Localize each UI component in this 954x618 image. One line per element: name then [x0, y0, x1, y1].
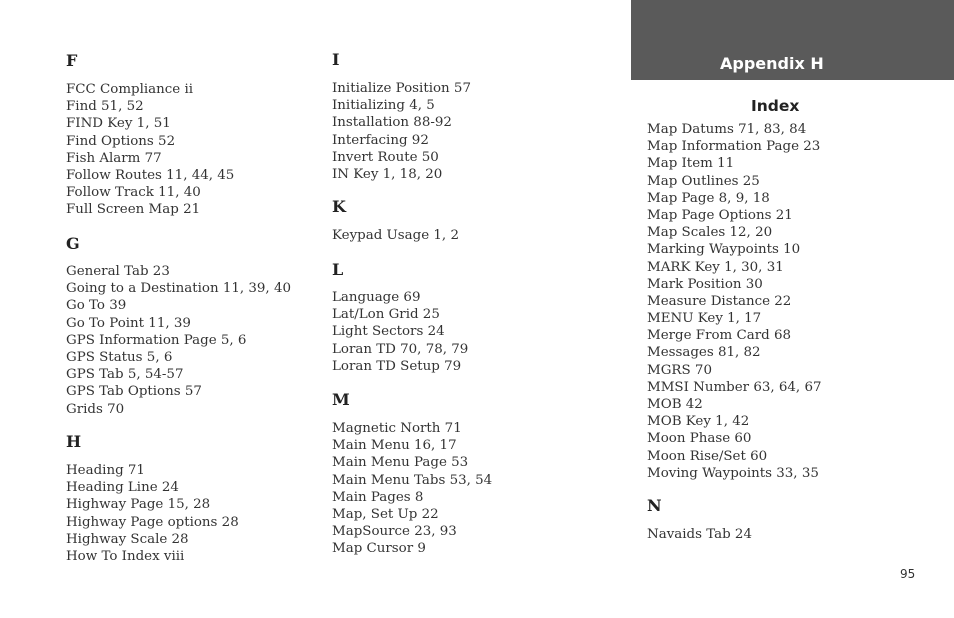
- index-entry: Keypad Usage 1, 2: [332, 228, 459, 243]
- index-entry: Invert Route 50: [332, 149, 439, 165]
- index-entry: MARK Key 1, 30, 31: [647, 259, 784, 275]
- letter-heading-h: H: [66, 432, 82, 451]
- index-entry: Map Datums 71, 83, 84: [647, 122, 807, 137]
- index-entry: MENU Key 1, 17: [647, 311, 762, 327]
- index-entry: Loran TD Setup 79: [332, 358, 462, 374]
- index-entry: MapSource 23, 93: [332, 524, 457, 540]
- index-entry: Find 51, 52: [66, 99, 144, 115]
- entry-list-m: [332, 420, 492, 558]
- index-entry: Full Screen Map 21: [66, 202, 201, 218]
- index-entry: Mark Position 30: [647, 276, 763, 292]
- index-entry: Map Scales 12, 20: [647, 225, 773, 241]
- index-entry: Map Item 11: [647, 156, 735, 172]
- index-entry: Installation 88-92: [332, 115, 452, 131]
- index-entry: Map Cursor 9: [332, 541, 426, 557]
- index-title: Index: [751, 97, 800, 115]
- index-entry: MOB 42: [647, 397, 703, 412]
- entry-list-l: [332, 289, 468, 375]
- index-entry: GPS Information Page 5, 6: [66, 332, 247, 348]
- index-entry: Going to a Destination 11, 39, 40: [66, 281, 291, 297]
- index-entry: General Tab 23: [66, 264, 170, 279]
- index-entry: How To Index viii: [66, 548, 185, 564]
- index-entry: MMSI Number 63, 64, 67: [647, 379, 822, 395]
- index-entry: Map Outlines 25: [647, 173, 760, 189]
- letter-heading-g: G: [66, 234, 80, 253]
- index-entry: Lat/Lon Grid 25: [332, 307, 440, 323]
- index-entry: Measure Distance 22: [647, 293, 792, 309]
- index-entry: MGRS 70: [647, 362, 712, 378]
- index-entry: Highway Page options 28: [66, 514, 239, 530]
- entry-list-f: [66, 81, 234, 219]
- index-entry: Light Sectors 24: [332, 324, 445, 340]
- letter-heading-n: N: [647, 496, 662, 515]
- entry-list-n: [647, 526, 752, 543]
- index-entry: GPS Tab Options 57: [66, 384, 202, 400]
- index-entry: Main Pages 8: [332, 489, 424, 505]
- index-entry: Go To Point 11, 39: [66, 315, 191, 331]
- letter-heading-f: F: [66, 51, 78, 70]
- letter-heading-l: L: [332, 260, 344, 279]
- entry-list-i: [332, 80, 471, 183]
- index-entry: Magnetic North 71: [332, 421, 462, 436]
- index-entry: Moon Rise/Set 60: [647, 448, 768, 464]
- index-entry: Marking Waypoints 10: [647, 242, 801, 258]
- index-entry: Initialize Position 57: [332, 81, 471, 96]
- entry-list-m-continued: [647, 121, 821, 482]
- index-entry: Navaids Tab 24: [647, 527, 752, 542]
- index-entry: Map Page Options 21: [647, 207, 793, 223]
- index-entry: Heading Line 24: [66, 480, 179, 496]
- index-entry: FCC Compliance ii: [66, 82, 194, 97]
- index-entry: Language 69: [332, 290, 421, 305]
- index-entry: Follow Routes 11, 44, 45: [66, 167, 235, 183]
- index-entry: Moon Phase 60: [647, 431, 752, 447]
- index-entry: Map, Set Up 22: [332, 506, 439, 522]
- letter-heading-m: M: [332, 390, 350, 409]
- index-entry: Main Menu Page 53: [332, 455, 469, 471]
- index-entry: Grids 70: [66, 401, 125, 417]
- letter-heading-i: I: [332, 50, 340, 69]
- index-entry: Initializing 4, 5: [332, 98, 435, 114]
- index-entry: Merge From Card 68: [647, 328, 791, 344]
- index-entry: Map Page 8, 9, 18: [647, 190, 770, 206]
- page-number: 95: [900, 567, 916, 581]
- index-entry: Highway Page 15, 28: [66, 497, 211, 513]
- index-entry: Highway Scale 28: [66, 531, 189, 547]
- index-entry: Main Menu Tabs 53, 54: [332, 472, 493, 488]
- index-entry: Interfacing 92: [332, 132, 429, 148]
- index-entry: Go To 39: [66, 298, 127, 314]
- appendix-title: Appendix H: [720, 54, 824, 73]
- index-entry: GPS Status 5, 6: [66, 349, 173, 365]
- index-entry: Map Information Page 23: [647, 139, 821, 155]
- index-entry: Fish Alarm 77: [66, 150, 162, 166]
- entry-list-k: [332, 227, 459, 244]
- index-entry: Heading 71: [66, 463, 145, 478]
- entry-list-h: [66, 462, 239, 565]
- index-entry: MOB Key 1, 42: [647, 414, 750, 430]
- entry-list-g: [66, 263, 291, 418]
- index-entry: GPS Tab 5, 54-57: [66, 367, 184, 383]
- index-entry: FIND Key 1, 51: [66, 116, 171, 132]
- index-entry: Find Options 52: [66, 133, 176, 149]
- index-entry: IN Key 1, 18, 20: [332, 166, 443, 182]
- index-entry: Loran TD 70, 78, 79: [332, 341, 469, 357]
- letter-heading-k: K: [332, 197, 346, 216]
- index-entry: Messages 81, 82: [647, 345, 761, 361]
- index-entry: Main Menu 16, 17: [332, 438, 457, 454]
- index-entry: Follow Track 11, 40: [66, 185, 201, 201]
- index-entry: Moving Waypoints 33, 35: [647, 465, 819, 481]
